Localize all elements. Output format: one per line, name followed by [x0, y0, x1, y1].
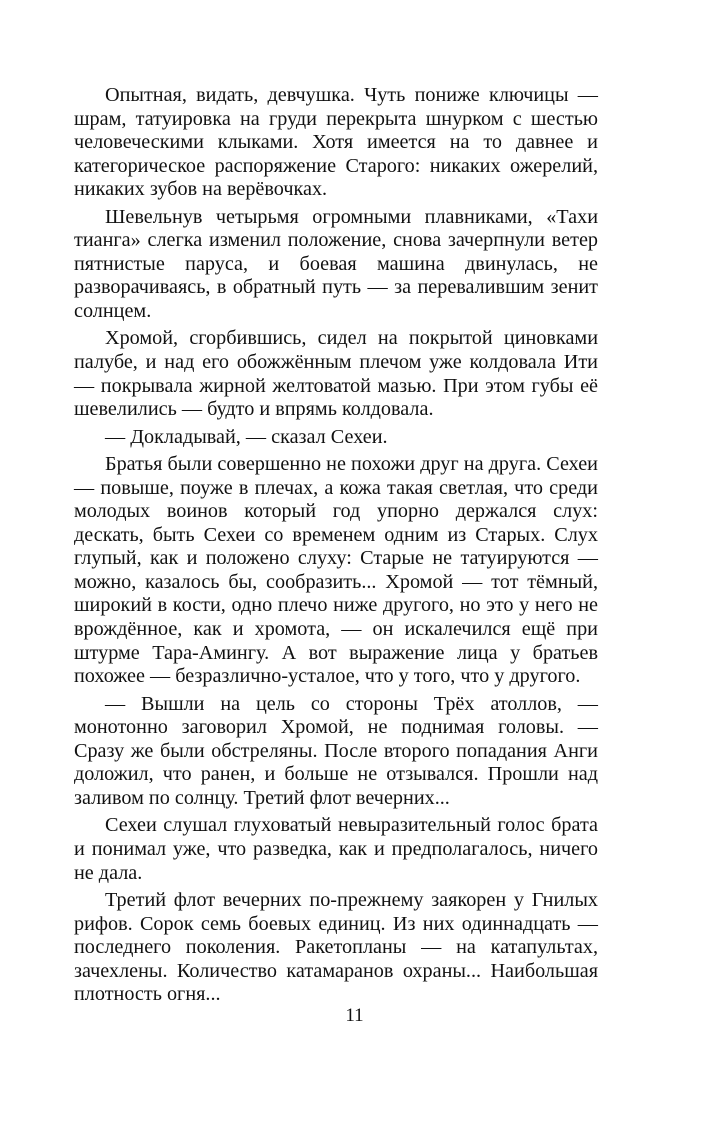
paragraph: — Вышли на цель со стороны Трёх атоллов, — монотонно заговорил Хромой, не поднимая головы. — Сразу же были обстреляны. После второго попадания Анги доложил, что ранен, и больше не отзывался. Прошли над заливом по солнцу. Третий флот вечерних... [74, 692, 598, 809]
paragraph: Шевельнув четырьмя огромными плавниками, «Тахи тианга» слегка изменил положение, снова зачерпнули ветер пятнистые паруса, и боевая машина двинулась, не разворачиваясь, в обратный путь — за перевалившим зенит солнцем. [74, 205, 598, 322]
paragraph: Сехеи слушал глуховатый невыразительный голос брата и понимал уже, что разведка, как и предполагалось, ничего не дала. [74, 814, 598, 884]
page-number: 11 [345, 1005, 364, 1026]
paragraph: Хромой, сгорбившись, сидел на покрытой циновками палубе, и над его обожжённым плечом уже колдовала Ити — покрывала жирной желтоватой мазью. При этом губы её шевелились — будто и впрямь колдовала. [74, 327, 598, 421]
page-text [74, 84, 598, 1007]
paragraph: Опытная, видать, девчушка. Чуть пониже ключицы — шрам, татуировка на груди перекрыта шнурком с шестью человеческими клыками. Хотя имеется на то давнее и категорическое распоряжение Старого: никаких ожерелий, никаких зубов на верёвочках. [74, 84, 598, 201]
paragraph: — Докладывай, — сказал Сехеи. [105, 425, 388, 448]
paragraph: Третий флот вечерних по-прежнему заякорен у Гнилых рифов. Сорок семь боевых единиц. Из них одиннадцать — последнего поколения. Ракетопланы — на катапультах, зачехлены. Количество катамаранов охраны... Наибольшая плотность огня... [74, 889, 598, 1006]
paragraph: Братья были совершенно не похожи друг на друга. Сехеи — повыше, поуже в плечах, а кожа такая светлая, что среди молодых воинов который год упорно держался слух: дескать, быть Сехеи со временем одним из Старых. Слух глупый, как и положено слуху: Старые не татуируются — можно, казалось бы, сообразить... Хромой — тот тёмный, широкий в кости, одно плечо ниже другого, но это у него не врождённое, как и хромота, — он искалечился ещё при штурме Тара-Амингу. А вот выражение лица у братьев похожее — безразлично-усталое, что у того, что у другого. [74, 453, 598, 688]
